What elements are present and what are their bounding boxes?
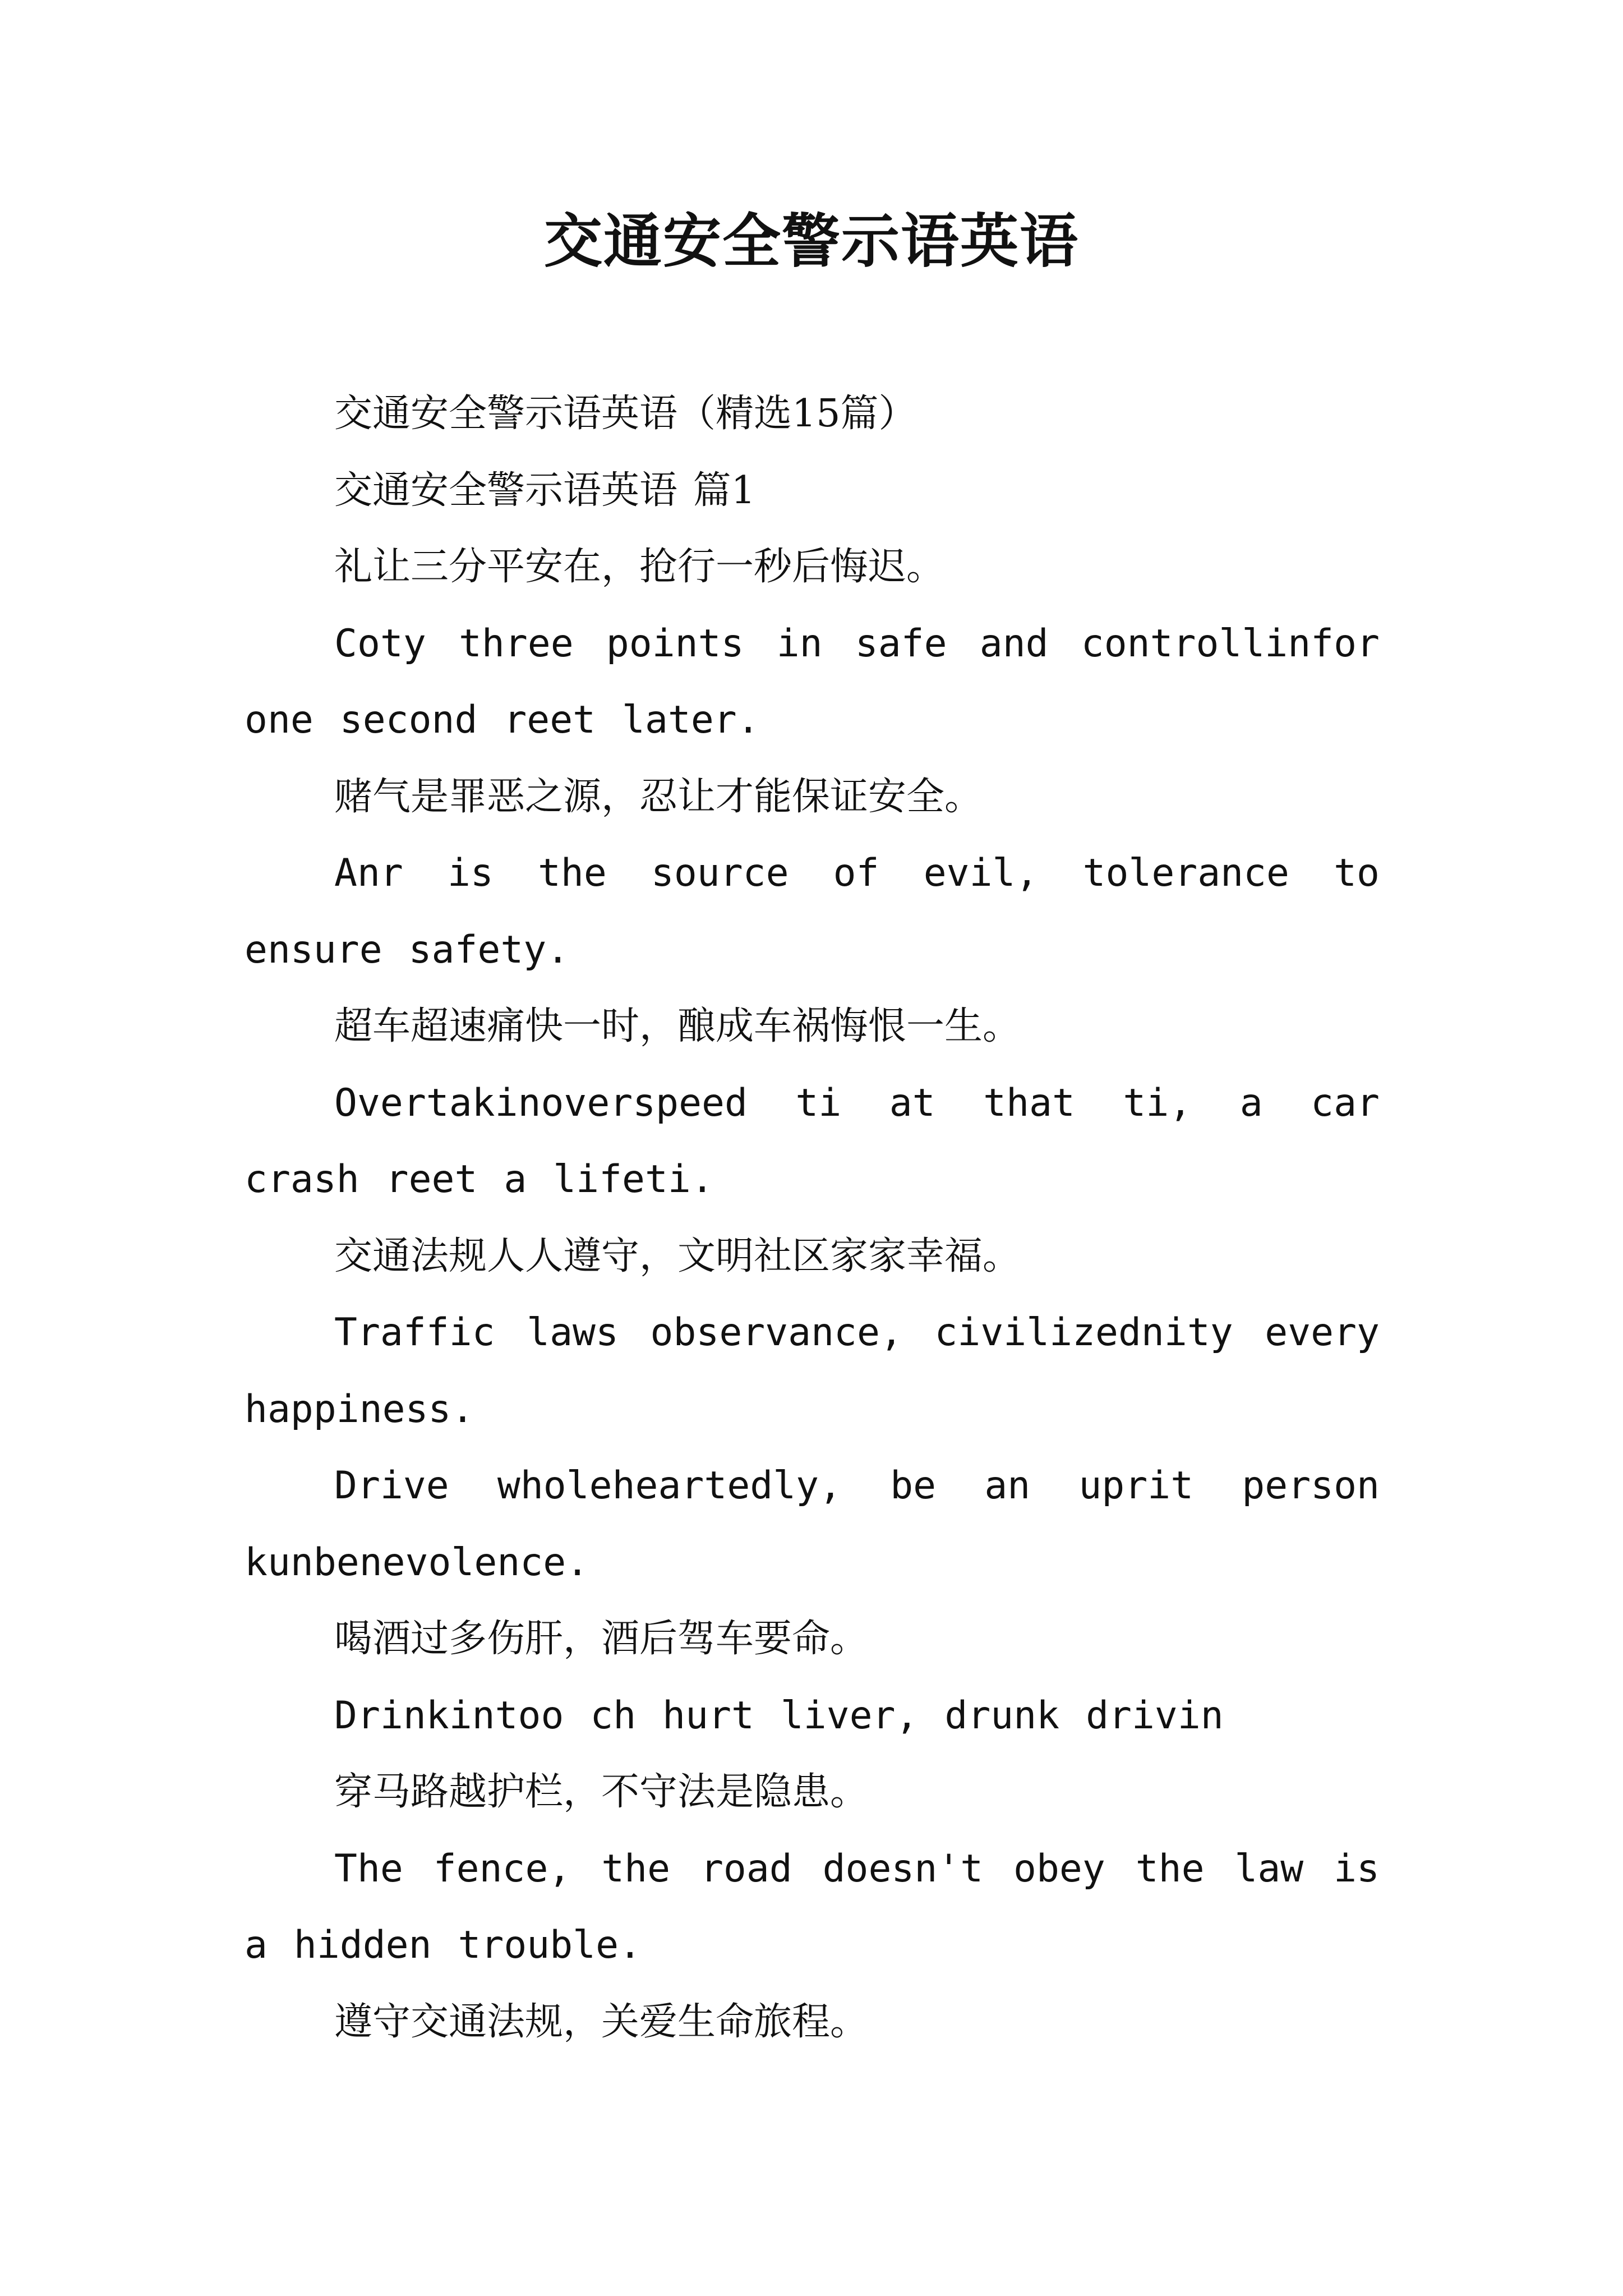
document-title: 交通安全警示语英语 [543, 207, 1079, 275]
paragraph-section-heading: 交通安全警示语英语 篇1 [334, 468, 755, 513]
paragraph: The fence, the road doesn't obey the law is a hidden trouble. [245, 1846, 1380, 1967]
paragraph: Drive wholeheartedly, be an uprit person kunbenevolence. [245, 1464, 1380, 1585]
paragraph: 超车超速痛快一时，酿成车祸悔恨一生。 [334, 1004, 1021, 1048]
paragraph: 喝酒过多伤肝，酒后驾车要命。 [334, 1617, 869, 1661]
paragraph: Overtakinoverspeed ti at that ti, a car crash reet a lifeti. [245, 1080, 1380, 1202]
paragraph: 赌气是罪恶之源，忍让才能保证安全。 [334, 774, 983, 819]
paragraph: Traffic laws observance, civilizednity every happiness. [245, 1310, 1380, 1432]
paragraph: Coty three points in safe and controllinfor one second reet later. [245, 621, 1380, 742]
paragraph: Anr is the source of evil, tolerance to ensure safety. [245, 851, 1380, 972]
document-body [245, 376, 1380, 2060]
paragraph: 穿马路越护栏，不守法是隐患。 [334, 1770, 869, 1814]
paragraph-subtitle: 交通安全警示语英语（精选15篇） [334, 392, 917, 436]
paragraph: 交通法规人人遵守，文明社区家家幸福。 [334, 1234, 1021, 1278]
paragraph: 礼让三分平安在，抢行一秒后悔迟。 [334, 545, 945, 589]
paragraph: Drinkintoo ch hurt liver, drunk drivin [334, 1693, 1224, 1738]
paragraph: 遵守交通法规，关爱生命旅程。 [334, 1999, 869, 2044]
